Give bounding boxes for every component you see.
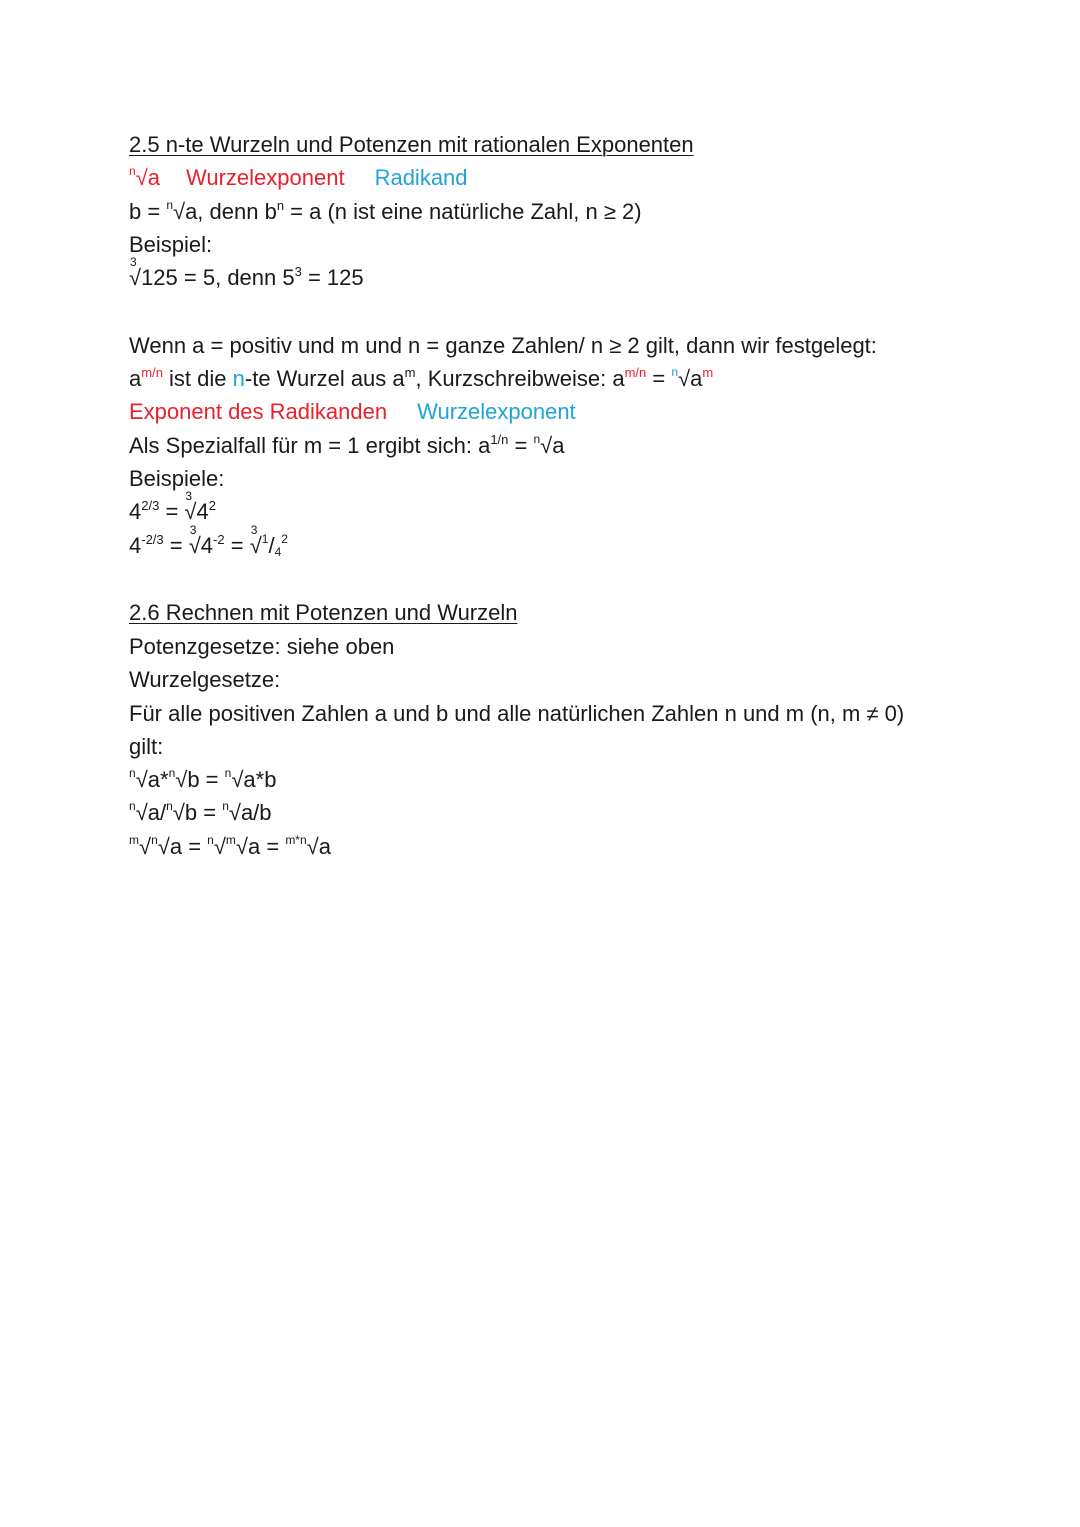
example-1: $4^{2/3}$ = 3 $√4^2$ (129, 489, 216, 524)
root-law-product: $^n$√a*$^n$√b = $^n$√a*b (129, 766, 277, 792)
section-25-title: 2.5 n-te Wurzeln und Potenzen mit rationalen Exponenten (129, 132, 694, 157)
rule-text: Wenn a = positiv und m und n = ganze Zahlen/ n ≥ 2 gilt, dann wir festgelegt: (129, 333, 877, 358)
root-law-nested: $^m$√$^n$√a = $^n$√$^m$√a = $^{m*n}$√a (129, 833, 331, 859)
label-wurzelexponent: Wurzelexponent (186, 165, 345, 190)
root-definition: b = $^n$√a, denn $b^n = a$ (n ist eine natürliche Zahl, n ≥ 2) (129, 198, 642, 224)
rule-definition: $a^{m/n}$ ist die n-te Wurzel aus $a^m$, Kurzschreibweise: $a^{m/n} = ^n√a^m$ (129, 365, 714, 391)
legend-exponents (129, 397, 576, 427)
gilt-label: gilt: (129, 734, 164, 759)
condition-text: Für alle positiven Zahlen a und b und alle natürlichen Zahlen n und m (n, m ≠ 0) (129, 701, 905, 726)
potenzgesetze: Potenzgesetze: siehe oben (129, 634, 395, 659)
example-label: Beispiel: (129, 232, 213, 257)
example-cube-root: 3 √125 = 5, denn $5^3 = 125$ (129, 255, 364, 290)
example-2: $4^{-2/3}$ = 3 $√4^{-2}$ = 3 $√^1/4^2$ (129, 523, 288, 559)
root-law-quotient: $^n$√a/$^n$√b = $^n$√a/b (129, 799, 272, 825)
root-expression: $^n$√a (129, 164, 160, 190)
label-exponent-radikanden: Exponent des Radikanden (129, 399, 388, 424)
wurzelgesetze: Wurzelgesetze: (129, 667, 281, 692)
label-radikand: Radikand (374, 165, 468, 190)
examples-label: Beispiele: (129, 466, 225, 491)
root-legend (129, 163, 468, 193)
label-wurzelexponent-2: Wurzelexponent (417, 399, 576, 424)
special-case: Als Spezialfall für m = 1 ergibt sich: $a^{1/n} = ^n√a$ (129, 432, 565, 458)
section-26-title: 2.6 Rechnen mit Potenzen und Wurzeln (129, 600, 518, 625)
